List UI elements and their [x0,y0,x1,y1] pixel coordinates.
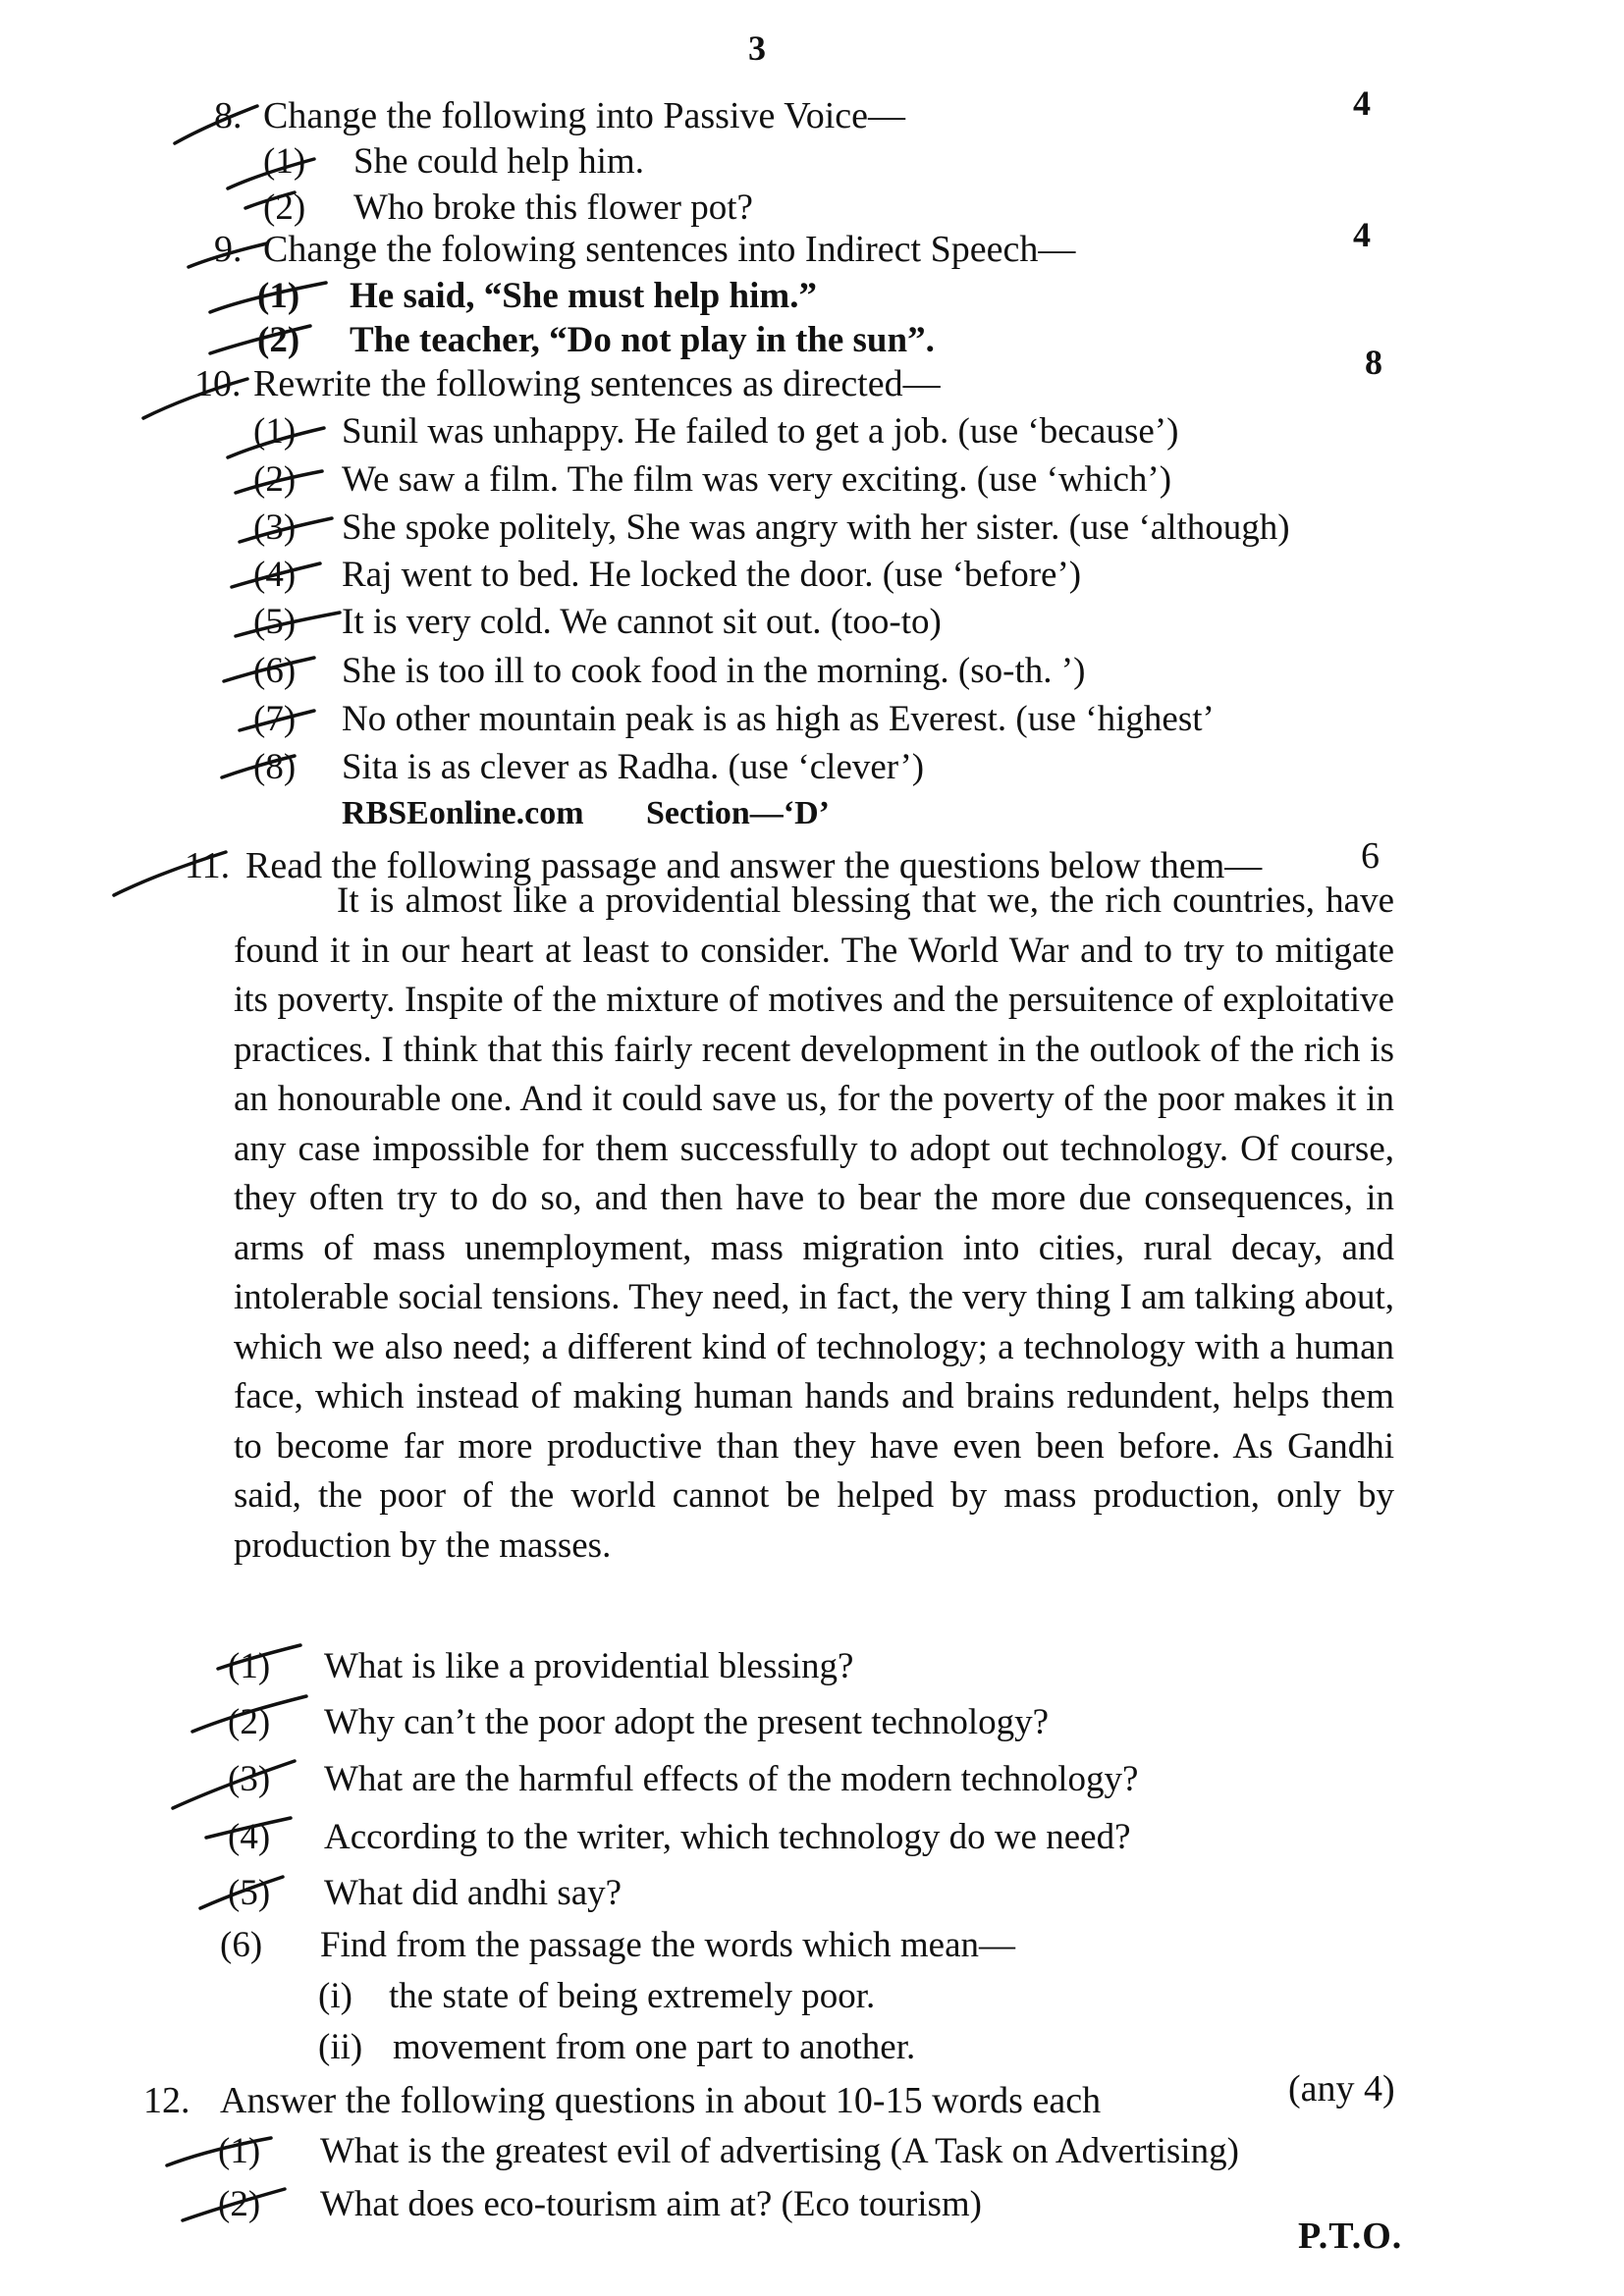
question-11-item-text: Why can’t the poor adopt the present technology? [324,1702,1050,1742]
question-8-item-text: Who broke this flower pot? [353,187,753,228]
question-11-subitem-text: the state of being extremely poor. [389,1976,876,2016]
question-9-item-number: (2) [257,320,300,360]
question-10-item-text: Sita is as clever as Radha. (use ‘clever’) [342,747,925,787]
question-12-note: (any 4) [1288,2068,1395,2109]
question-11-item-number: (3) [228,1759,271,1799]
question-10-item-number: (7) [253,699,297,739]
question-9-text: Change the folowing sentences into Indirect Speech— [263,229,1076,270]
question-10-item-text: She spoke politely, She was angry with her sister. (use ‘although) [342,507,1290,548]
question-11-number: 11. [185,845,231,886]
question-10-item-text: It is very cold. We cannot sit out. (too-to) [342,602,942,642]
question-9-item-text: He said, “She must help him.” [350,276,817,316]
question-9-item-number: (1) [257,276,300,316]
question-10-item-text: Sunil was unhappy. He failed to get a job. (use ‘because’) [342,411,1179,452]
question-10-item-number: (1) [253,411,297,452]
question-8-marks: 4 [1353,83,1371,123]
question-8-item-text: She could help him. [353,141,644,182]
question-10-item-number: (8) [253,747,297,787]
question-10-item-number: (5) [253,602,297,642]
question-12-item-text: What does eco-tourism aim at? (Eco tourism) [320,2184,983,2224]
question-11-item-number: (2) [228,1702,271,1742]
question-10-item-text: Raj went to bed. He locked the door. (use ‘before’) [342,555,1082,595]
question-10-number: 10. [194,363,242,404]
question-11-item-number: (6) [220,1925,263,1965]
question-10-item-number: (2) [253,459,297,500]
question-10-item-text: No other mountain peak is as high as Everest. (use ‘highest’ [342,699,1215,739]
question-9-number: 9. [214,229,243,270]
question-10-item-number: (6) [253,651,297,691]
page-turn-note: P.T.O. [1298,2216,1403,2257]
question-8-item-number: (1) [263,141,306,182]
question-10-item-text: We saw a film. The film was very exciting. (use ‘which’) [342,459,1172,500]
question-11-item-text: Find from the passage the words which mean— [320,1925,1015,1965]
question-12-item-text: What is the greatest evil of advertising (A Task on Advertising) [320,2131,1239,2171]
section-label: Section—‘D’ [646,795,830,831]
question-12-text: Answer the following questions in about 10-15 words each [220,2080,1102,2121]
question-11-subitem-text: movement from one part to another. [393,2027,916,2067]
question-12-item-number: (2) [218,2184,261,2224]
question-11-item-number: (5) [228,1873,271,1913]
question-11-item-text: What did andhi say? [324,1873,623,1913]
page-number: 3 [748,28,766,68]
question-10-item-number: (3) [253,507,297,548]
question-11-subitem-number: (ii) [318,2027,363,2067]
question-9-marks: 4 [1353,215,1371,254]
question-11-subitem-number: (i) [318,1976,352,2016]
question-10-item-text: She is too ill to cook food in the morning. (so-th. ’) [342,651,1086,691]
question-12-number: 12. [143,2080,190,2121]
source-site: RBSEonline.com [342,795,584,831]
question-8-item-number: (2) [263,187,306,228]
question-11-item-text: According to the writer, which technology do we need? [324,1817,1131,1857]
question-11-item-number: (4) [228,1817,271,1857]
question-9-item-text: The teacher, “Do not play in the sun”. [350,320,935,360]
reading-passage: It is almost like a providential blessing that we, the rich countries, have found it in our heart at least to consider. The World War and to try to mitigate its poverty. Inspite of the mixture of motives and the persuitence of exploitative practices. I think that this fairly recent development in the outlook of the rich is an honourable one. And it could save us, for the poverty of the poor makes it in any case impossible for them successfully to adopt out technology. Of course, they often try to do so, and then have to bear the more due consequences, in arms of mass unemployment, mass migration into cities, rural decay, and intolerable social tensions. They need, in fact, the very thing I am talking about, which we also need; a different kind of technology; a technology with a human face, which instead of making human hands and brains redundent, helps them to become far more productive than they have even been before. As Gandhi said, the poor of the world cannot be helped by mass production, only by production by the masses. [234,881,1394,1566]
question-11-item-number: (1) [228,1646,271,1686]
question-12-item-number: (1) [218,2131,261,2171]
question-10-text: Rewrite the following sentences as directed— [253,363,941,404]
question-11-marks: 6 [1361,835,1380,877]
question-8-text: Change the following into Passive Voice— [263,95,906,136]
question-8-number: 8. [214,95,243,136]
question-10-item-number: (4) [253,555,297,595]
question-11-item-text: What is like a providential blessing? [324,1646,854,1686]
question-11-item-text: What are the harmful effects of the modern technology? [324,1759,1139,1799]
question-11-text: Read the following passage and answer the questions below them— [245,845,1263,886]
question-10-marks: 8 [1365,343,1382,382]
